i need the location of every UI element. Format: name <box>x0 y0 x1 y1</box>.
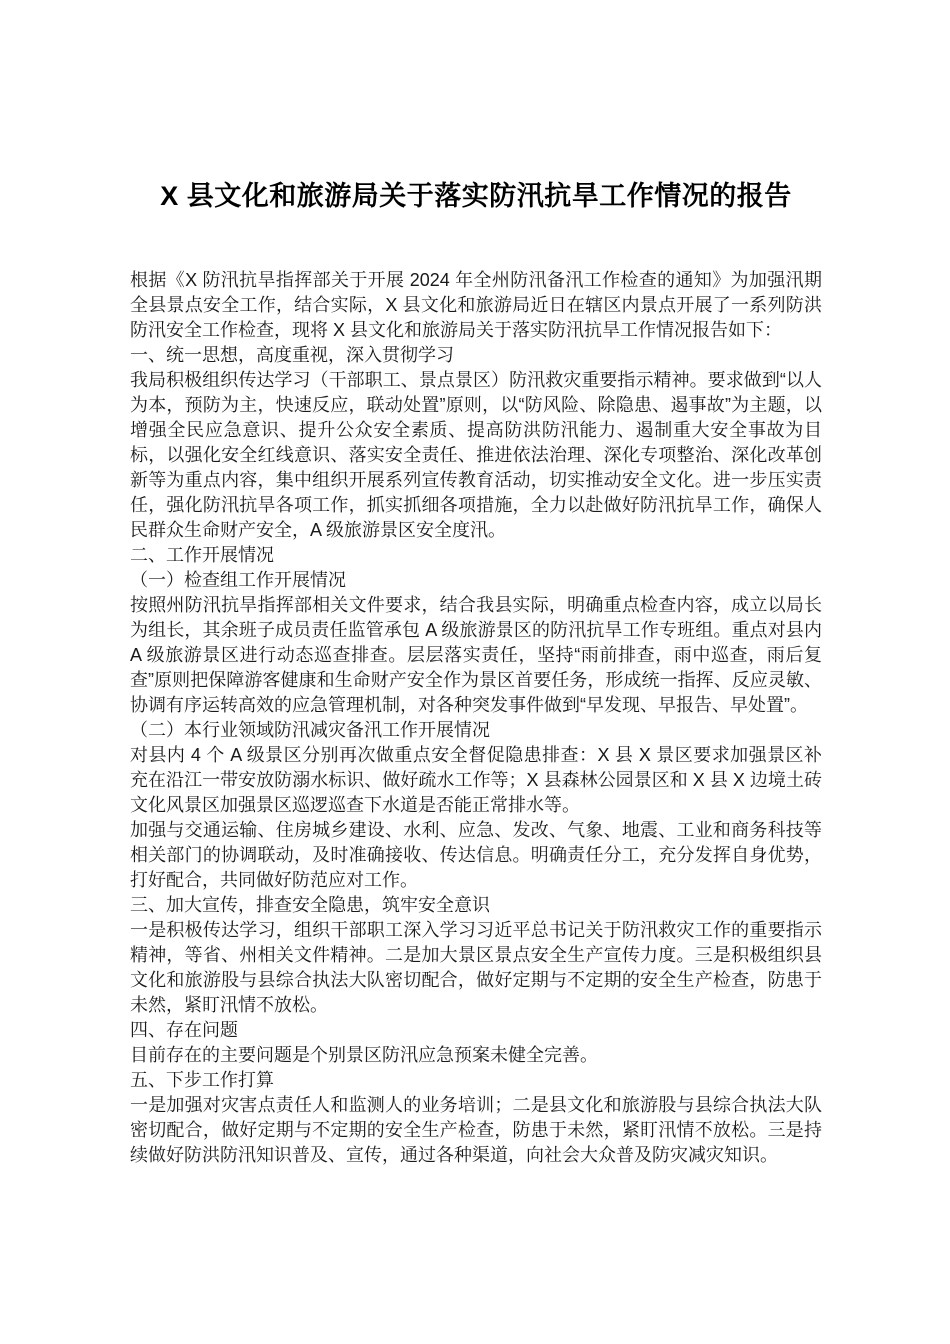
section-5-heading: 五、下步工作打算 <box>130 1070 274 1090</box>
section-3-heading: 三、加大宣传，排查安全隐患，筑牢安全意识 <box>130 895 490 915</box>
section-2-heading: 二、工作开展情况 <box>130 545 274 565</box>
section-3-paragraph: 一是积极传达学习，组织干部职工深入学习习近平总书记关于防汛救灾工作的重要指示精神，等省、州相关文件精神。二是加大景区景点安全生产宣传力度。三是积极组织县文化和旅游股与县综合执法大队密切配合，做好定期与不定期的安全生产检查，防患于未然，紧盯汛情不放松。 <box>130 920 822 1015</box>
section-4-heading: 四、存在问题 <box>130 1020 238 1040</box>
section-2-1-heading: （一）检查组工作开展情况 <box>130 570 346 590</box>
section-2-1-paragraph: 按照州防汛抗旱指挥部相关文件要求，结合我县实际，明确重点检查内容，成立以局长为组长，其余班子成员责任监管承包 A 级旅游景区的防汛抗旱工作专班组。重点对县内 A 级旅游景区进行动态巡查排查。层层落实责任，坚持“雨前排查，雨中巡查，雨后复查”原则把保障游客健康和生命财产安全作为景区首要任务，形成统一指挥、反应灵敏、协调有序运转高效的应急管理机制，对各种突发事件做到“早发现、早报告、早处置”。 <box>130 595 822 715</box>
section-2-2-heading: （二）本行业领域防汛减灾备汛工作开展情况 <box>130 720 490 740</box>
section-4-paragraph: 目前存在的主要问题是个别景区防汛应急预案未健全完善。 <box>130 1045 598 1065</box>
section-2-2-paragraph-2: 加强与交通运输、住房城乡建设、水利、应急、发改、气象、地震、工业和商务科技等相关部门的协调联动，及时准确接收、传达信息。明确责任分工，充分发挥自身优势，打好配合，共同做好防范应对工作。 <box>130 820 822 890</box>
section-2-2-paragraph-1: 对县内 4 个 A 级景区分别再次做重点安全督促隐患排查：X 县 X 景区要求加强景区补充在沿江一带安放防溺水标识、做好疏水工作等；X 县森林公园景区和 X 县 X 边境土砖文化风景区加强景区巡逻巡查下水道是否能正常排水等。 <box>130 745 822 815</box>
section-1-heading: 一、统一思想，高度重视，深入贯彻学习 <box>130 345 454 365</box>
section-1-paragraph: 我局积极组织传达学习（干部职工、景点景区）防汛救灾重要指示精神。要求做到“以人为本，预防为主，快速反应，联动处置”原则，以“防风险、除隐患、遏事故”为主题，以增强全民应急意识、提升公众安全素质、提高防洪防汛能力、遏制重大安全事故为目标，以强化安全红线意识、落实安全责任、推进依法治理、深化专项整治、深化改革创新等为重点内容，集中组织开展系列宣传教育活动，切实推动安全文化。进一步压实责任，强化防汛抗旱各项工作，抓实抓细各项措施，全力以赴做好防汛抗旱工作，确保人民群众生命财产安全，A 级旅游景区安全度汛。 <box>130 370 822 540</box>
section-5-paragraph: 一是加强对灾害点责任人和监测人的业务培训；二是县文化和旅游股与县综合执法大队密切配合，做好定期与不定期的安全生产检查，防患于未然，紧盯汛情不放松。三是持续做好防洪防汛知识普及、宣传，通过各种渠道，向社会大众普及防灾减灾知识。 <box>130 1095 822 1165</box>
report-body <box>130 268 822 1168</box>
report-title: X 县文化和旅游局关于落实防汛抗旱工作情况的报告 <box>160 181 792 211</box>
intro-paragraph: 根据《X 防汛抗旱指挥部关于开展 2024 年全州防汛备汛工作检查的通知》为加强汛期全县景点安全工作，结合实际，X 县文化和旅游局近日在辖区内景点开展了一系列防洪防汛安全工作检查，现将 X 县文化和旅游局关于落实防汛抗旱工作情况报告如下： <box>130 270 822 340</box>
